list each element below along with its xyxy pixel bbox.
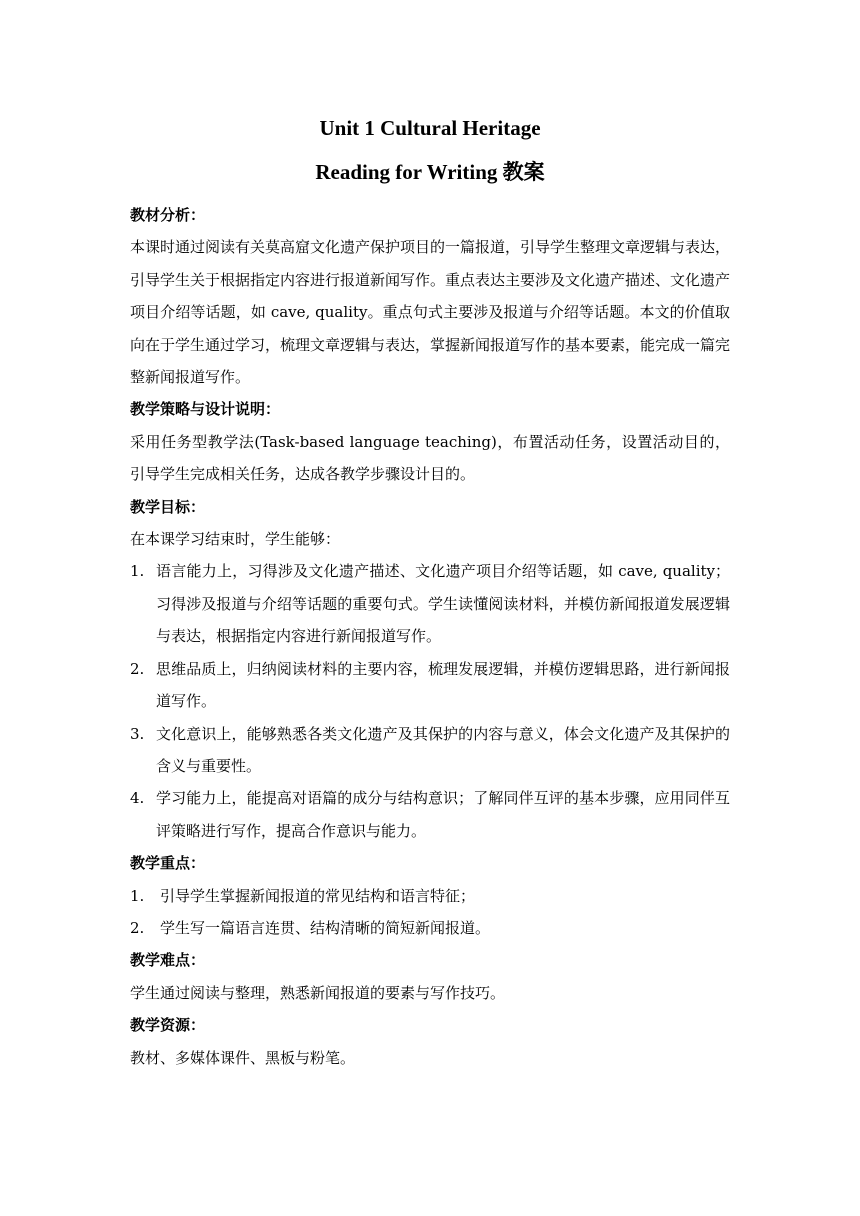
section-heading-key-points: 教学重点： [130,854,206,873]
list-item-text: 思维品质上，归纳阅读材料的主要内容，梳理发展逻辑，并模仿逻辑思路，进行新闻报道写作。 [156,659,730,711]
section-text-difficulties: 学生通过阅读与整理，熟悉新闻报道的要素与写作技巧。 [130,983,506,1002]
document-title: Unit 1 Cultural Heritage [319,116,541,140]
list-item [130,718,730,783]
list-item-text: 学生写一篇语言连贯、结构清晰的简短新闻报道。 [160,918,491,937]
list-item [130,653,730,718]
list-item [130,782,730,847]
list-item-text: 引导学生掌握新闻报道的常见结构和语言特征； [160,886,476,905]
section-heading-resources: 教学资源： [130,1016,206,1035]
objectives-list [130,555,730,847]
section-heading-difficulties: 教学难点： [130,951,206,970]
list-item-number: 1. [130,562,145,581]
section-text-resources: 教材、多媒体课件、黑板与粉笔。 [130,1048,356,1067]
section-text-strategy: 采用任务型教学法(Task-based language teaching)，布置活动任务，设置活动目的，引导学生完成相关任务，达成各教学步骤设计目的。 [130,432,730,484]
list-item-number: 4. [130,789,145,808]
list-item [130,555,730,652]
list-item-text: 文化意识上，能够熟悉各类文化遗产及其保护的内容与意义，体会文化遗产及其保护的含义与重要性。 [156,724,730,775]
section-heading-strategy: 教学策略与设计说明： [130,400,281,419]
section-heading-objectives: 教学目标： [130,497,206,516]
list-item-number: 3. [130,724,145,743]
section-heading-analysis: 教材分析： [130,206,206,224]
list-item-number: 2. [130,918,145,937]
section-text-analysis: 本课时通过阅读有关莫高窟文化遗产保护项目的一篇报道，引导学生整理文章逻辑与表达，引导学生关于根据指定内容进行报道新闻写作。重点表达主要涉及文化遗产描述、文化遗产项目介绍等话题，如 cave, quality。重点句式主要涉及报道与介绍等话题。本文的价值取向在于学生通过学习，梳理文章逻辑与表达，掌握新闻报道写作的基本要素，能完成一篇完整新闻报道写作。 [130,238,731,387]
list-item [130,912,730,944]
objectives-intro: 在本课学习结束时，学生能够： [130,530,341,549]
document-body [130,199,730,1074]
list-item-number: 2. [130,659,145,678]
list-item-text: 学习能力上，能提高对语篇的成分与结构意识；了解同伴互评的基本步骤，应用同伴互评策略进行写作，提高合作意识与能力。 [156,789,730,840]
list-item-text: 语言能力上，习得涉及文化遗产描述、文化遗产项目介绍等话题，如 cave, quality；习得涉及报道与介绍等话题的重要句式。学生读懂阅读材料，并模仿新闻报道发展逻辑与表达，根据指定内容进行新闻报道写作。 [156,562,730,646]
list-item-number: 1. [130,886,145,905]
list-item [130,880,730,912]
document-subtitle: Reading for Writing 教案 [315,160,545,184]
key-points-list [130,880,730,945]
